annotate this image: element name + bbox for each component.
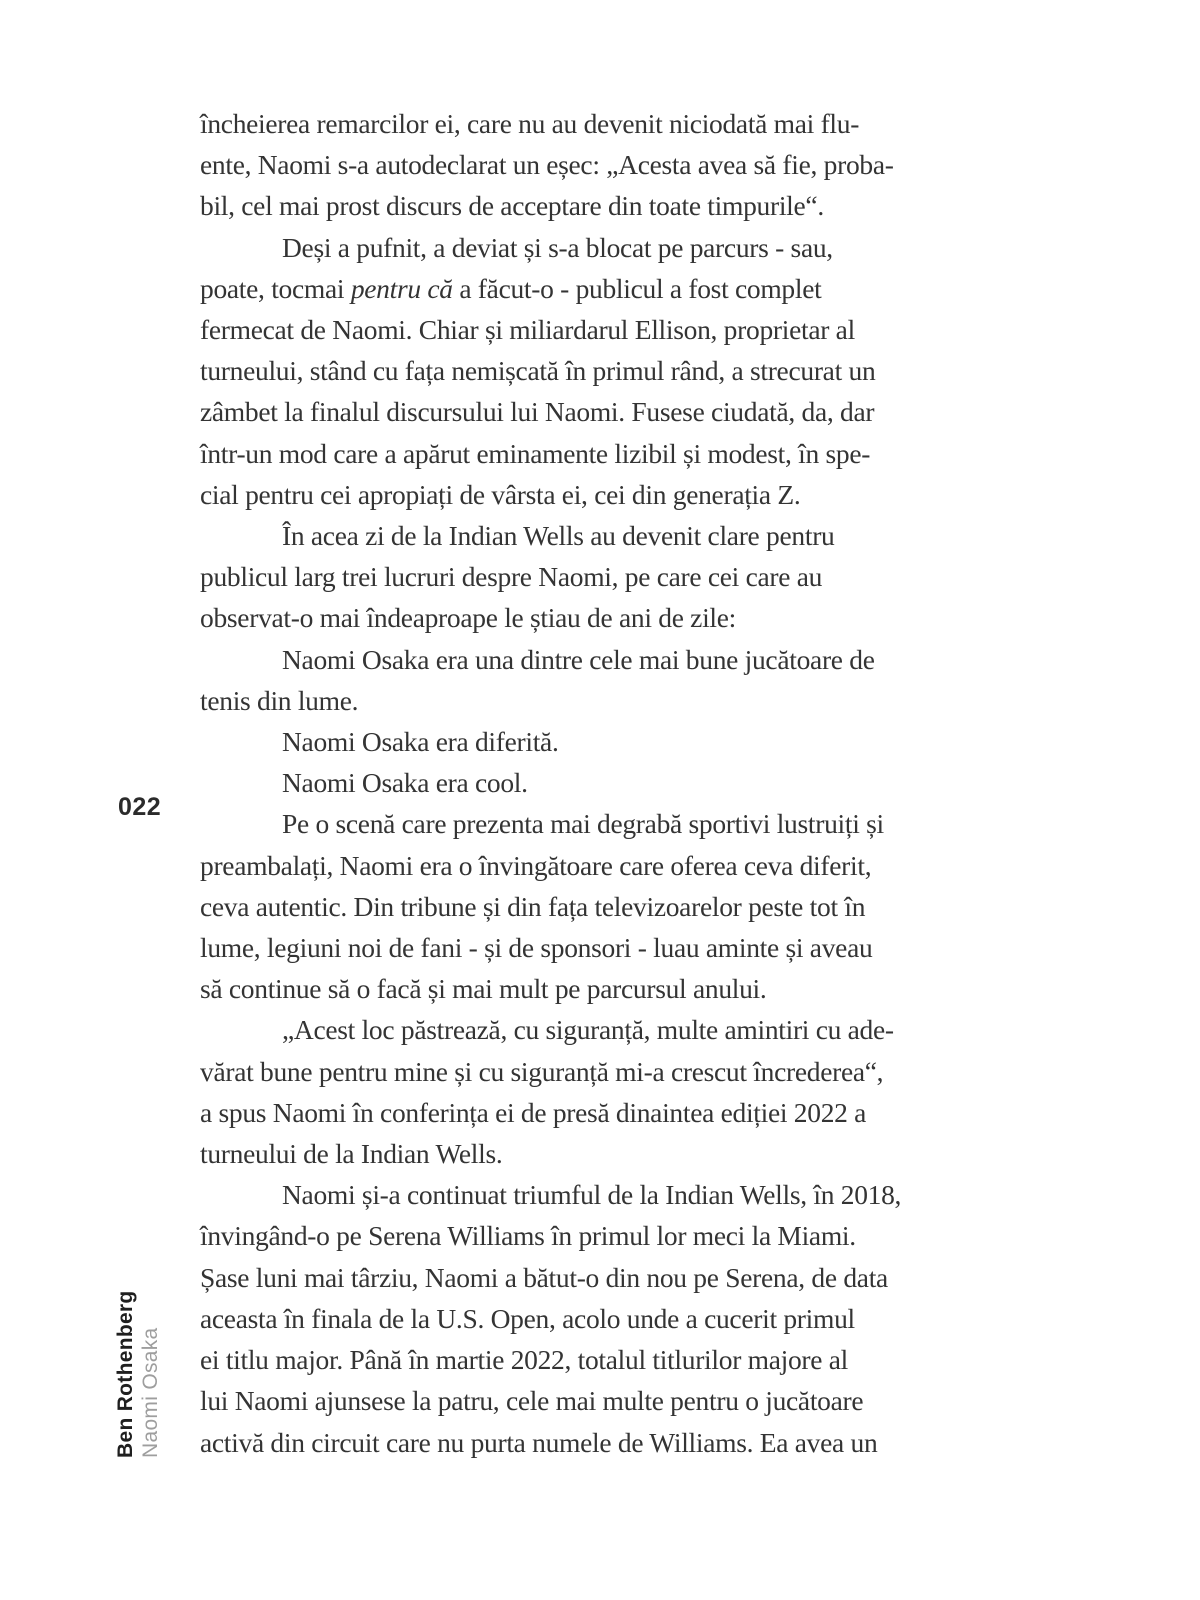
text-line: fermecat de Naomi. Chiar și miliardarul Ellison, proprietar al (200, 314, 855, 346)
spine-text (113, 1290, 163, 1458)
body-text (200, 103, 992, 1463)
text-line: observat-o mai îndeaproape le știau de ani de zile: (200, 602, 737, 634)
paragraph (200, 1009, 992, 1174)
text-line: încheierea remarcilor ei, care nu au devenit niciodată mai flu- (200, 108, 860, 139)
paragraph (200, 721, 992, 762)
text-line: într-un mod care a apărut eminamente lizibil și modest, în spe- (200, 437, 871, 469)
text-line: „Acest loc păstrează, cu siguranță, multe amintiri cu ade- (282, 1014, 894, 1046)
text-line: cial pentru cei apropiați de vârsta ei, cei din generația Z. (200, 478, 801, 510)
text-line: Șase luni mai târziu, Naomi a bătut-o din nou pe Serena, de data (200, 1261, 888, 1293)
text-line: Deși a pufnit, a deviat și s-a blocat pe parcurs - sau, (282, 231, 833, 263)
text-line: învingând-o pe Serena Williams în primul lor meci la Miami. (200, 1220, 856, 1252)
text-line: vărat bune pentru mine și cu siguranță mi-a crescut încrederea“, (200, 1055, 884, 1087)
text-line: Naomi Osaka era cool. (282, 767, 528, 799)
text-line: ente, Naomi s-a autodeclarat un eșec: „Acesta avea să fie, proba- (200, 149, 894, 181)
text-line: zâmbet la finalul discursului lui Naomi. Fusese ciudată, da, dar (200, 396, 875, 428)
page-number: 022 (118, 793, 162, 821)
paragraph (200, 227, 992, 515)
text-line: publicul larg trei lucruri despre Naomi, pe care cei care au (200, 561, 823, 593)
text-line: ei titlu major. Până în martie 2022, totalul titlurilor majore al (200, 1344, 848, 1376)
paragraph (200, 762, 992, 803)
text-line: activă din circuit care nu purta numele de Williams. Ea avea un (200, 1426, 878, 1458)
text-line: Naomi și-a continuat triumful de la Indian Wells, în 2018, (282, 1179, 902, 1211)
text-line: lui Naomi ajunsese la patru, cele mai multe pentru o jucătoare (200, 1385, 864, 1417)
text-line: Naomi Osaka era una dintre cele mai bune jucătoare de (282, 643, 875, 675)
text-line: ceva autentic. Din tribune și din fața televizoarelor peste tot în (200, 890, 866, 922)
spine-author: Ben Rothenberg (114, 1290, 137, 1458)
text-line: turneului, stând cu fața nemișcată în primul rând, a strecurat un (200, 355, 876, 387)
text-line: În acea zi de la Indian Wells au devenit clare pentru (282, 520, 835, 552)
text-line: bil, cel mai prost discurs de acceptare din toate timpurile“. (200, 190, 824, 222)
text-line: lume, legiuni noi de fani - și de sponsori - luau aminte și aveau (200, 932, 873, 964)
text-line: poate, tocmai pentru că a făcut-o - publicul a fost complet (200, 272, 822, 304)
paragraph (200, 515, 992, 639)
spine-book-title: Naomi Osaka (139, 1327, 162, 1458)
paragraph (200, 639, 992, 721)
text-line: tenis din lume. (200, 684, 359, 716)
paragraph (200, 803, 992, 1009)
paragraph (200, 103, 992, 227)
text-line: Pe o scenă care prezenta mai degrabă sportivi lustruiți și (282, 808, 884, 840)
paragraph (200, 1174, 992, 1462)
text-line: preambalați, Naomi era o învingătoare care oferea ceva diferit, (200, 849, 872, 881)
text-line: Naomi Osaka era diferită. (282, 726, 559, 758)
text-line: aceasta în finala de la U.S. Open, acolo unde a cucerit primul (200, 1302, 855, 1334)
text-line: să continue să o facă și mai mult pe parcursul anului. (200, 973, 767, 1005)
text-line: turneului de la Indian Wells. (200, 1138, 503, 1170)
text-line: a spus Naomi în conferința ei de presă dinaintea ediției 2022 a (200, 1096, 867, 1128)
